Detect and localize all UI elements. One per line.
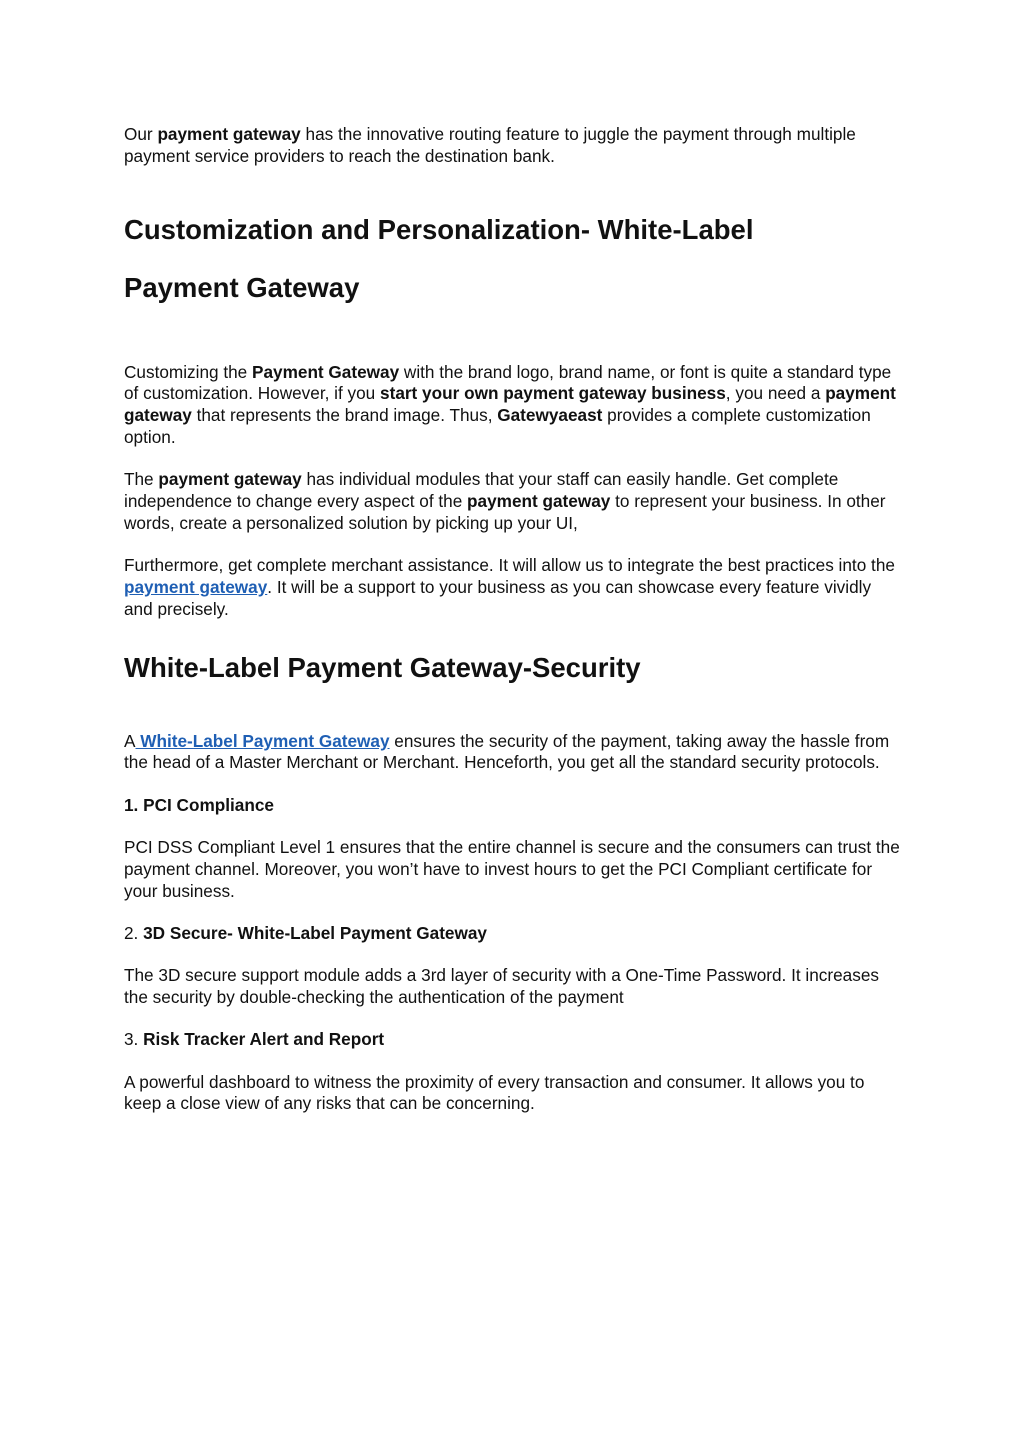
intro-paragraph: Our payment gateway has the innovative routing feature to juggle the payment through multiple payment service providers to reach the destination bank. [124,124,856,166]
item3-body: A powerful dashboard to witness the proximity of every transaction and consumer. It allows you to keep a close view of any risks that can be concerning. [124,1071,865,1114]
item1-body: PCI DSS Compliant Level 1 ensures that the entire channel is secure and the consumers can trust the payment channel. Moreover, you won’t have to invest hours to get the PCI Compliant certificate for your business. [124,836,900,901]
heading-customization-line1: Customization and Personalization- White-Label [124,213,754,245]
item2-title: 2. 3D Secure- White-Label Payment Gateway [124,922,487,943]
item3-title: 3. Risk Tracker Alert and Report [124,1029,385,1050]
merchant-paragraph: Furthermore, get complete merchant assistance. It will allow us to integrate the best practices into the payment gateway. It will be a support to your business as you can showcase every feature vividly and precisely. [124,555,895,619]
document-page [124,124,904,1115]
customizing-paragraph: Customizing the Payment Gateway with the brand logo, brand name, or font is quite a standard type of customization. However, if you start your own payment gateway business, you need a payment gateway that represents the brand image. Thus, Gatewyaeast provides a complete customization option. [124,361,896,447]
item2-body: The 3D secure support module adds a 3rd layer of security with a One-Time Password. It increases the security by double-checking the authentication of the payment [124,965,879,1007]
item1-title: 1. PCI Compliance [124,794,274,815]
heading-customization [124,201,904,317]
modules-paragraph: The payment gateway has individual modules that your staff can easily handle. Get complete independence to change every aspect of the payment gateway to represent your business. In other words, create a personalized solution by picking up your UI, [124,469,886,533]
white-label-payment-gateway-link[interactable]: White-Label Payment Gateway [135,730,390,751]
heading-customization-line2: Payment Gateway [124,271,360,303]
payment-gateway-link[interactable]: payment gateway [124,576,268,597]
heading-security: White-Label Payment Gateway-Security [124,651,641,683]
security-paragraph: A White-Label Payment Gateway ensures the security of the payment, taking away the hassle from the head of a Master Merchant or Merchant. Henceforth, you get all the standard security protocols. [124,730,890,773]
